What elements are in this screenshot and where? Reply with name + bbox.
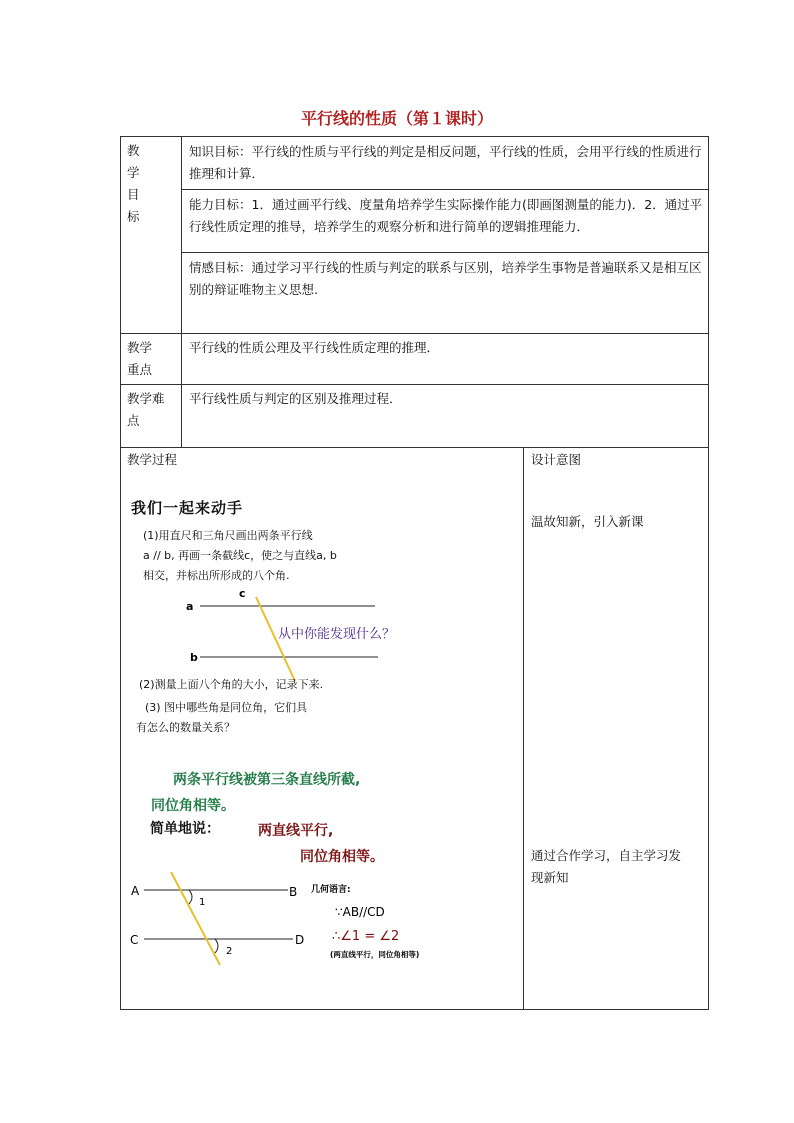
conclusion-text: 两条平行线被第三条直线所截, 同位角相等。: [151, 772, 361, 814]
step1-text: (1)用直尺和三角尺画出两条平行线 a // b, 再画一条截线c，使之与直线a, b 相交，并标出所形成的八个角.: [143, 529, 337, 582]
activity-title: 我们一起来动手: [131, 499, 244, 517]
difficult-point-text: 平行线性质与判定的区别及推理过程．: [189, 391, 402, 406]
label-c: c: [239, 587, 246, 600]
table-border-right: [708, 136, 709, 1010]
row-divider: [120, 333, 709, 334]
table-border-top: [120, 136, 709, 137]
column-divider: [523, 447, 524, 1009]
label-angle-1: 1: [199, 897, 206, 908]
row-divider: [181, 252, 709, 253]
step2-text: (2)测量上面八个角的大小，记录下来.: [139, 678, 324, 691]
transversal: [171, 872, 220, 965]
parallel-lines-figure: [180, 585, 480, 685]
label-a: a: [186, 600, 194, 613]
label-b: b: [190, 651, 198, 664]
row-divider: [181, 189, 709, 190]
premise: ∵AB//CD: [335, 905, 385, 919]
simple-prefix: 简单地说：: [150, 821, 220, 837]
angle-2-arc: [215, 939, 218, 953]
angle-1-arc: [189, 890, 192, 904]
simple-statement: 两直线平行, 同位角相等。: [258, 823, 384, 865]
label-B: B: [289, 885, 298, 899]
knowledge-goal: 知识目标：平行线的性质与平行线的判定是相反问题，平行线的性质，会用平行线的性质进行推理和计算．: [189, 144, 702, 181]
result: ∴∠1 = ∠2: [332, 929, 400, 944]
reason: (两直线平行，同位角相等): [330, 950, 420, 959]
table-border-bottom: [120, 1009, 709, 1010]
label-C: C: [130, 933, 139, 947]
process-header: 教学过程: [127, 452, 178, 467]
intent-review: 温故知新，引入新课: [531, 514, 644, 529]
label-angle-2: 2: [226, 946, 233, 957]
label-A: A: [131, 884, 140, 898]
page-title: 平行线的性质（第１课时）: [300, 109, 493, 128]
row-divider: [120, 384, 709, 385]
ability-goal: 能力目标：1．通过画平行线、度量角培养学生实际操作能力(即画图测量的能力)．2．通过平行线性质定理的推导，培养学生的观察分析和进行简单的逻辑推理能力．: [189, 197, 703, 234]
row-divider: [120, 447, 709, 448]
design-intent-header: 设计意图: [531, 452, 582, 467]
emotion-goal: 情感目标：通过学习平行线的性质与判定的联系与区别，培养学生事物是普遍联系又是相互区别的辩证唯物主义思想.: [189, 260, 702, 297]
goals-label: 教 学 目 标: [127, 143, 140, 224]
label-D: D: [295, 933, 305, 947]
key-point-text: 平行线的性质公理及平行线性质定理的推理．: [189, 340, 440, 355]
step3-text: (3) 图中哪些角是同位角，它们具 有怎么的数量关系？: [136, 701, 308, 734]
intent-discover: 通过合作学习，自主学习发 现新知: [531, 848, 682, 885]
discovery-question: 从中你能发现什么？: [278, 627, 396, 642]
corresponding-angles-figure: [125, 866, 465, 976]
table-border-left: [120, 136, 121, 1010]
key-point-label: 教学 重点: [127, 340, 153, 377]
geometry-language-title: 几何语言:: [311, 885, 351, 895]
difficult-point-label: 教学难 点: [127, 391, 165, 428]
